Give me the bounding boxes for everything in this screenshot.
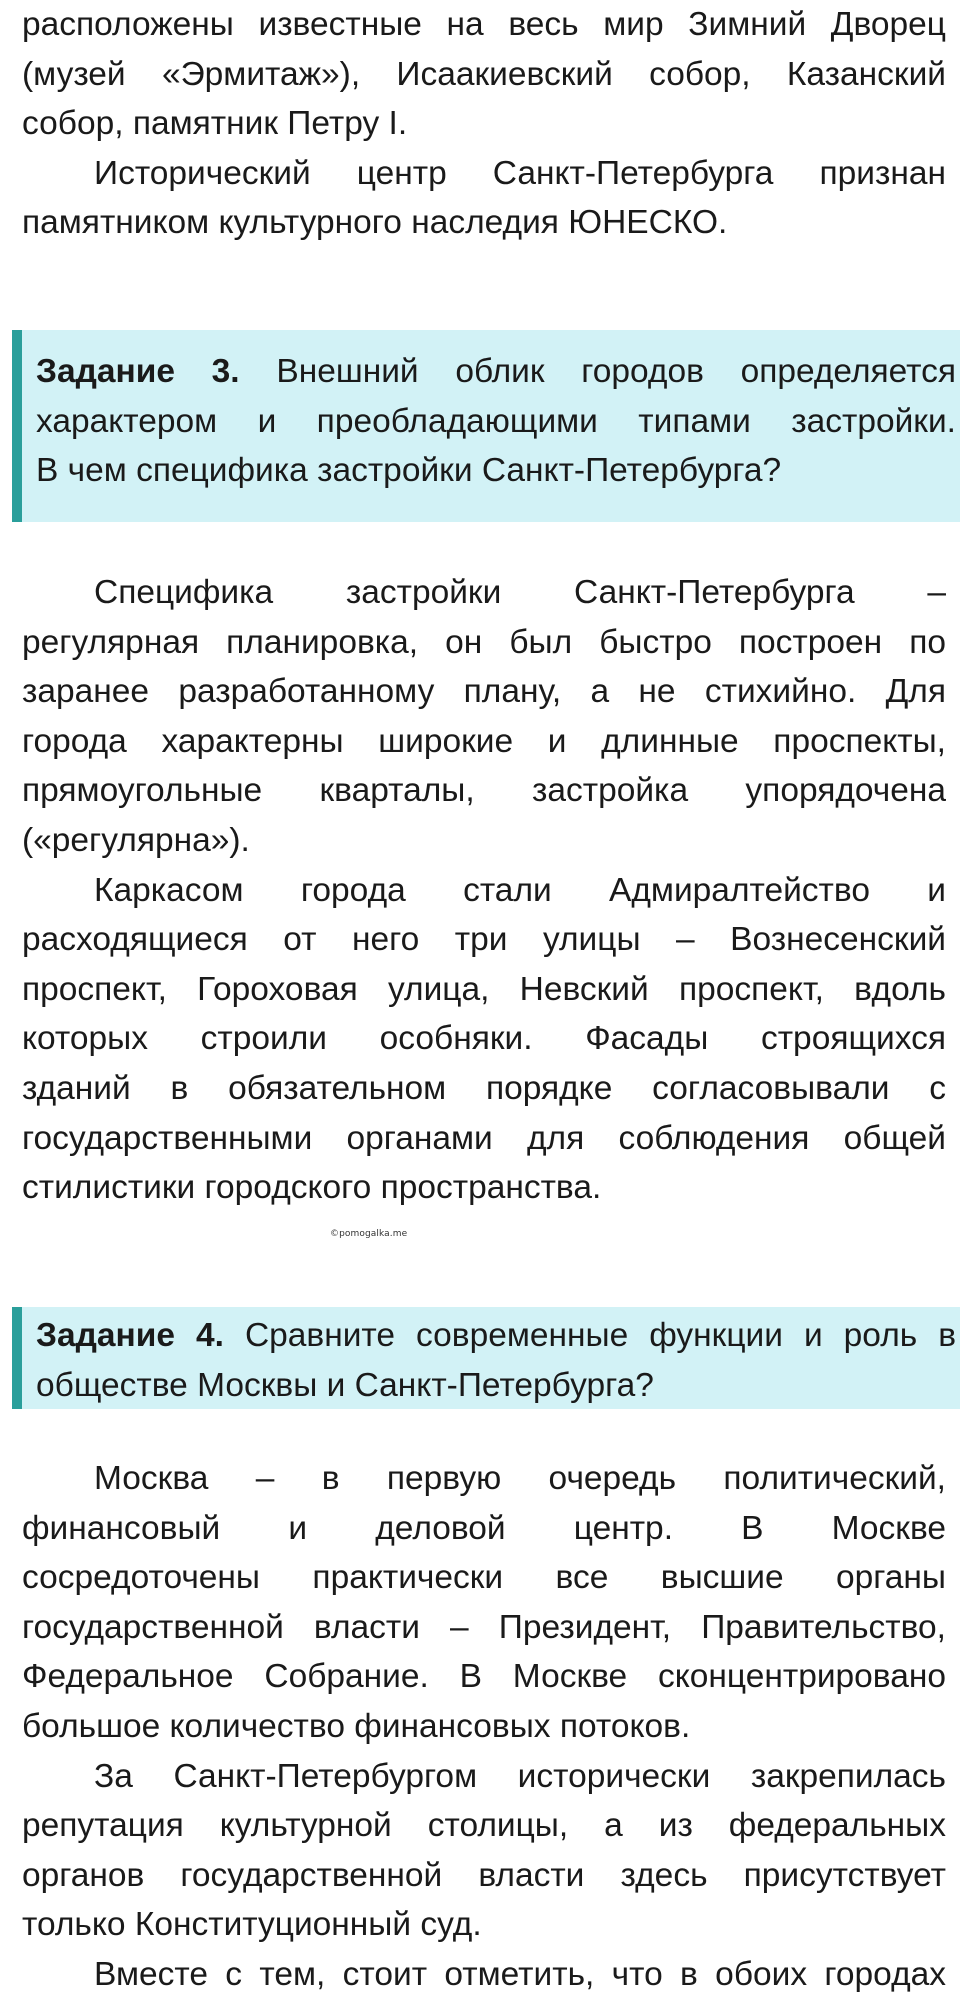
task-3-first-line — [36, 347, 956, 397]
answer-4-line: репутация культурной столицы, а из федеральных — [22, 1807, 946, 1845]
task-3-box — [12, 330, 960, 522]
task-4-first-line — [36, 1311, 956, 1361]
answer-3-line: регулярная планировка, он был быстро построен по — [22, 623, 946, 661]
task-3-text — [36, 347, 956, 496]
answer-4-line: За Санкт-Петербургом исторически закрепилась — [94, 1757, 946, 1795]
answer-4-line: сосредоточены практически все высшие органы — [22, 1559, 946, 1597]
task-4-line: обществе Москвы и Санкт-Петербурга? — [36, 1366, 654, 1404]
task-3-line: В чем специфика застройки Санкт-Петербурга? — [36, 452, 782, 490]
answer-4-line: органов государственной власти здесь присутствует — [22, 1856, 946, 1894]
answer-3-line: Каркасом города стали Адмиралтейство и — [94, 871, 946, 909]
watermark: ©pomogalka.me — [330, 1229, 408, 1239]
task-4-label: Задание 4. — [36, 1317, 224, 1354]
answer-3-paragraph — [22, 568, 946, 1213]
task-4-first-line-text: Сравните современные функции и роль в — [244, 1317, 956, 1354]
intro-line: собор, памятник Петру I. — [22, 105, 408, 143]
answer-4-line: большое количество финансовых потоков. — [22, 1707, 691, 1745]
answer-4-line: только Конституционный суд. — [22, 1906, 482, 1944]
answer-4-line: Москва – в первую очередь политический, — [94, 1460, 946, 1497]
intro-line: Исторический центр Санкт-Петербурга признан — [94, 154, 946, 192]
answer-3-line: расходящиеся от него три улицы – Вознесенский — [22, 921, 946, 959]
answer-3-line: прямоугольные кварталы, застройка упорядочена — [22, 772, 946, 810]
task-4-text — [36, 1311, 956, 1410]
answer-3-line: государственными органами для соблюдения общей — [22, 1119, 946, 1157]
answer-3-line: зданий в обязательном порядке согласовывали с — [22, 1069, 946, 1107]
task-3-label: Задание 3. — [36, 353, 240, 390]
answer-4-line: государственной власти – Президент, Правительство, — [22, 1608, 946, 1646]
answer-3-line: которых строили особняки. Фасады строящихся — [22, 1020, 946, 1058]
answer-3-line: заранее разработанному плану, а не стихийно. Для — [22, 673, 946, 711]
task-3-first-line-text: Внешний облик городов определяется — [276, 353, 956, 390]
task-4-box — [12, 1307, 960, 1409]
answer-4-line: финансовый и деловой центр. В Москве — [22, 1509, 946, 1547]
answer-4-paragraph — [22, 1454, 946, 2000]
answer-3-line: стилистики городского пространства. — [22, 1169, 602, 1207]
answer-3-line: проспект, Гороховая улица, Невский проспект, вдоль — [22, 970, 946, 1008]
intro-paragraph — [22, 0, 946, 248]
task-3-line: характером и преобладающими типами застройки. — [36, 402, 956, 440]
answer-3-line: («регулярна»). — [22, 821, 250, 859]
intro-line: памятником культурного наследия ЮНЕСКО. — [22, 204, 728, 242]
intro-line: расположены известные на весь мир Зимний Дворец — [22, 6, 946, 43]
answer-4-line: Федеральное Собрание. В Москве сконцентрировано — [22, 1658, 946, 1696]
answer-3-line: города характерны широкие и длинные проспекты, — [22, 722, 946, 760]
intro-line: (музей «Эрмитаж»), Исаакиевский собор, Казанский — [22, 55, 946, 93]
answer-3-line: Специфика застройки Санкт-Петербурга – — [94, 574, 946, 611]
answer-4-line: Вместе с тем, стоит отметить, что в обоих городах — [94, 1955, 946, 1993]
